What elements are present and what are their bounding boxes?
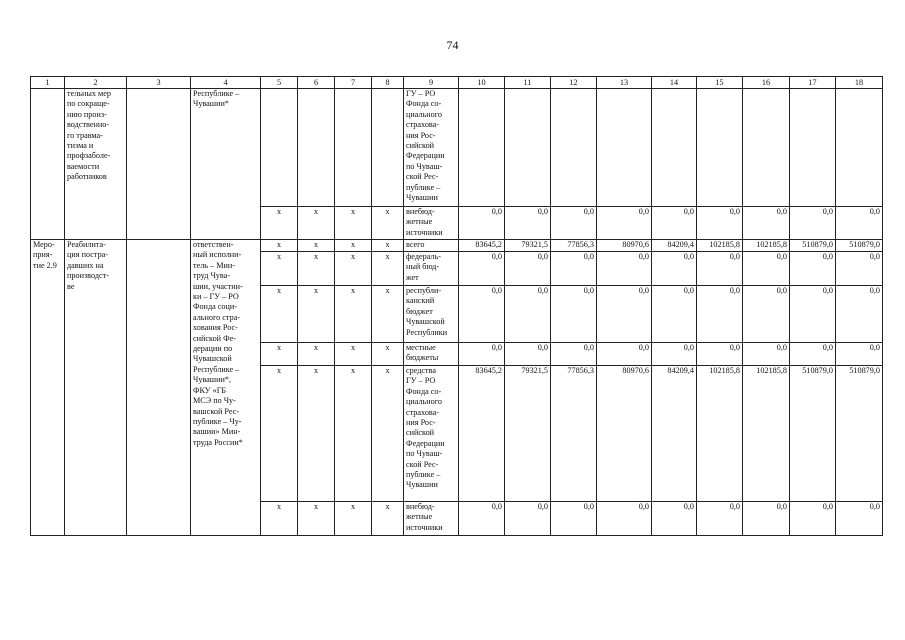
cell-value: 0,0 — [697, 252, 743, 286]
cell-empty — [743, 89, 790, 207]
cell-value: 510879,0 — [790, 366, 836, 502]
column-header: 8 — [372, 77, 404, 89]
cell-x: x — [298, 252, 335, 286]
cell-x: x — [261, 252, 298, 286]
page-number: 74 — [446, 38, 459, 52]
cell-value: 0,0 — [743, 286, 790, 343]
cell-value: 80970,6 — [597, 366, 652, 502]
cell-empty — [836, 89, 883, 207]
column-header: 11 — [505, 77, 551, 89]
column-header: 7 — [335, 77, 372, 89]
cell-measure-id: Меро- прия- тие 2.9 — [31, 240, 65, 536]
cell-x: x — [261, 502, 298, 536]
cell-funding-source: внебюд- жетные источники — [404, 207, 459, 240]
cell-value: 0,0 — [743, 502, 790, 536]
cell-value: 0,0 — [459, 207, 505, 240]
cell-measure-name: Реабилита- ция постра- давших на производст- ве — [65, 240, 127, 536]
cell-empty — [372, 89, 404, 207]
cell-value: 0,0 — [836, 207, 883, 240]
cell-empty — [505, 89, 551, 207]
cell-x: x — [335, 240, 372, 252]
cell-value: 0,0 — [551, 502, 597, 536]
cell-value: 79321,5 — [505, 240, 551, 252]
cell-funding-source: республи- канский бюджет Чувашской Республики — [404, 286, 459, 343]
cell-value: 102185,8 — [697, 366, 743, 502]
cell-empty — [697, 89, 743, 207]
cell-value: 510879,0 — [836, 366, 883, 502]
cell-value: 102185,8 — [697, 240, 743, 252]
cell-empty — [261, 89, 298, 207]
column-header: 3 — [127, 77, 191, 89]
column-header: 9 — [404, 77, 459, 89]
column-header: 18 — [836, 77, 883, 89]
cell-value: 0,0 — [790, 343, 836, 366]
cell-value: 0,0 — [743, 343, 790, 366]
cell-value: 77856,3 — [551, 366, 597, 502]
cell-value: 0,0 — [790, 207, 836, 240]
budget-table — [30, 76, 883, 536]
cell-x: x — [298, 366, 335, 502]
cell-value: 0,0 — [505, 252, 551, 286]
cell-value: 0,0 — [652, 502, 697, 536]
cell-value: 0,0 — [459, 252, 505, 286]
column-header: 10 — [459, 77, 505, 89]
column-header: 1 — [31, 77, 65, 89]
cell-funding-source: средства ГУ – РО Фонда со- циального страхова- ния Рос- сийской Федерации по Чуваш- ской Рес- публике – Чувашии — [404, 366, 459, 502]
cell-responsible: Республике – Чувашии* — [191, 89, 261, 240]
cell-value: 0,0 — [459, 502, 505, 536]
cell-x: x — [298, 343, 335, 366]
column-header: 5 — [261, 77, 298, 89]
cell-value: 0,0 — [743, 252, 790, 286]
cell-value: 0,0 — [652, 343, 697, 366]
cell-x: x — [335, 286, 372, 343]
cell-empty — [652, 89, 697, 207]
cell-funding-source: всего — [404, 240, 459, 252]
table-header-row — [31, 77, 883, 89]
cell-value: 84209,4 — [652, 366, 697, 502]
cell-value: 0,0 — [836, 252, 883, 286]
cell-x: x — [335, 207, 372, 240]
cell-empty — [335, 89, 372, 207]
cell-value: 84209,4 — [652, 240, 697, 252]
cell-value: 0,0 — [597, 252, 652, 286]
cell-x: x — [298, 286, 335, 343]
cell-value: 0,0 — [836, 286, 883, 343]
cell-x: x — [261, 366, 298, 502]
cell-value: 510879,0 — [836, 240, 883, 252]
column-header: 16 — [743, 77, 790, 89]
column-header: 17 — [790, 77, 836, 89]
cell-value: 0,0 — [597, 207, 652, 240]
column-header: 12 — [551, 77, 597, 89]
cell-value: 0,0 — [505, 207, 551, 240]
column-header: 2 — [65, 77, 127, 89]
cell-value: 0,0 — [551, 207, 597, 240]
cell-responsible: ответствен- ный исполни- тель – Мин- труд Чува- шии, участни- ки – ГУ – РО Фонда соци- ального стра- хования Рос- сийской Фе- дерации по Чувашской Республике – Чувашии*, ФКУ «ГБ МСЭ по Чу- вашской Рес- публике – Чу- вашии» Мин- труда России* — [191, 240, 261, 536]
cell-value: 0,0 — [459, 286, 505, 343]
cell-value: 510879,0 — [790, 240, 836, 252]
cell-value: 0,0 — [697, 207, 743, 240]
cell-value: 83645,2 — [459, 366, 505, 502]
cell-value: 0,0 — [697, 343, 743, 366]
cell-value: 79321,5 — [505, 366, 551, 502]
table-row — [31, 240, 883, 252]
cell-value: 0,0 — [459, 343, 505, 366]
cell-value: 102185,8 — [743, 366, 790, 502]
cell-funding-source: федераль- ный бюд- жет — [404, 252, 459, 286]
cell-col3 — [127, 89, 191, 240]
cell-value: 0,0 — [597, 502, 652, 536]
cell-funding-source: ГУ – РО Фонда со- циального страхова- ния Рос- сийской Федерации по Чуваш- ской Рес- публике – Чувашии — [404, 89, 459, 207]
cell-x: x — [261, 343, 298, 366]
cell-value: 0,0 — [743, 207, 790, 240]
cell-value: 0,0 — [505, 343, 551, 366]
cell-x: x — [372, 502, 404, 536]
cell-funding-source: местные бюджеты — [404, 343, 459, 366]
cell-value: 0,0 — [551, 252, 597, 286]
cell-value: 77856,3 — [551, 240, 597, 252]
cell-measure-name: тельных мер по сокраще- нию произ- водственно- го травма- тизма и профзаболе- ваемости работников — [65, 89, 127, 240]
cell-value: 102185,8 — [743, 240, 790, 252]
cell-x: x — [372, 286, 404, 343]
cell-value: 0,0 — [505, 502, 551, 536]
cell-x: x — [335, 502, 372, 536]
column-header: 6 — [298, 77, 335, 89]
cell-x: x — [298, 240, 335, 252]
cell-x: x — [372, 240, 404, 252]
column-header: 14 — [652, 77, 697, 89]
cell-x: x — [261, 286, 298, 343]
cell-value: 0,0 — [652, 286, 697, 343]
column-header: 13 — [597, 77, 652, 89]
cell-value: 80970,6 — [597, 240, 652, 252]
cell-value: 0,0 — [697, 286, 743, 343]
cell-funding-source: внебюд- жетные источники — [404, 502, 459, 536]
cell-value: 0,0 — [790, 502, 836, 536]
cell-col3 — [127, 240, 191, 536]
cell-x: x — [335, 366, 372, 502]
table-row — [31, 89, 883, 207]
cell-value: 0,0 — [836, 343, 883, 366]
cell-x: x — [372, 343, 404, 366]
cell-x: x — [372, 252, 404, 286]
cell-empty — [298, 89, 335, 207]
cell-value: 0,0 — [597, 343, 652, 366]
cell-value: 0,0 — [551, 286, 597, 343]
cell-value: 0,0 — [551, 343, 597, 366]
cell-x: x — [372, 207, 404, 240]
cell-value: 0,0 — [836, 502, 883, 536]
cell-x: x — [372, 366, 404, 502]
cell-value: 0,0 — [652, 252, 697, 286]
cell-x: x — [261, 207, 298, 240]
cell-value: 0,0 — [697, 502, 743, 536]
cell-value: 0,0 — [790, 286, 836, 343]
cell-x: x — [298, 502, 335, 536]
cell-empty — [459, 89, 505, 207]
cell-x: x — [298, 207, 335, 240]
cell-empty — [597, 89, 652, 207]
column-header: 4 — [191, 77, 261, 89]
cell-empty — [551, 89, 597, 207]
cell-x: x — [335, 252, 372, 286]
cell-measure-id — [31, 89, 65, 240]
cell-empty — [790, 89, 836, 207]
cell-value: 0,0 — [652, 207, 697, 240]
cell-x: x — [335, 343, 372, 366]
cell-value: 0,0 — [597, 286, 652, 343]
cell-value: 0,0 — [505, 286, 551, 343]
column-header: 15 — [697, 77, 743, 89]
cell-value: 83645,2 — [459, 240, 505, 252]
cell-value: 0,0 — [790, 252, 836, 286]
cell-x: x — [261, 240, 298, 252]
